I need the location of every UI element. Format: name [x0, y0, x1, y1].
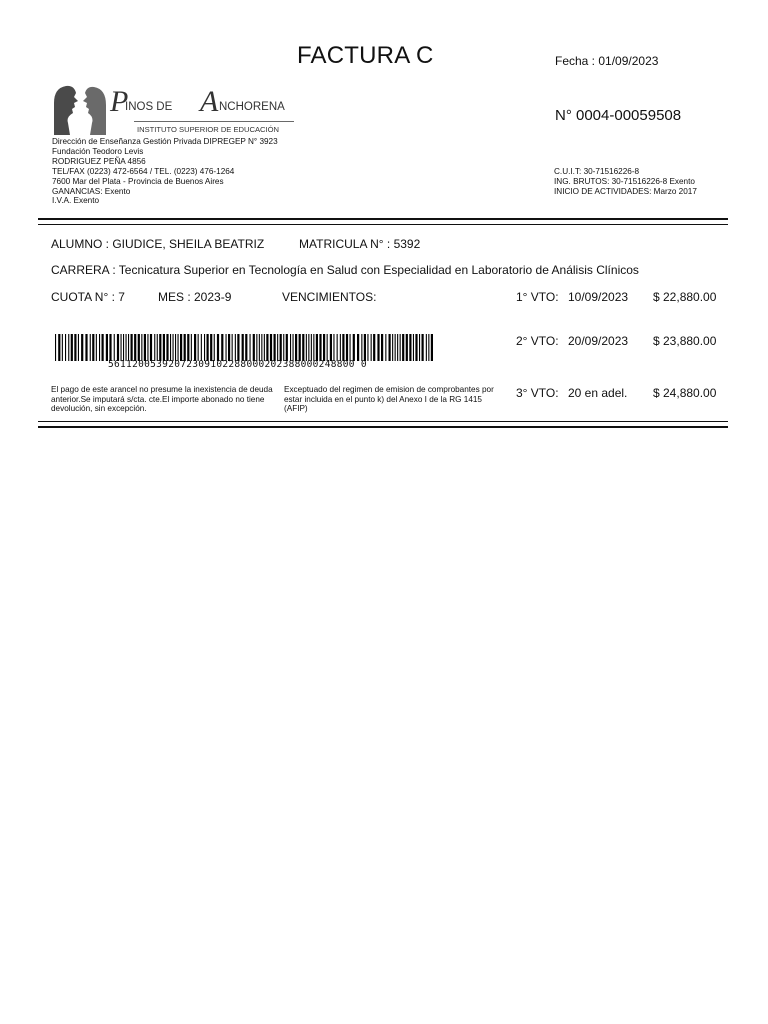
barcode-bar [280, 334, 282, 361]
divider [38, 421, 728, 422]
barcode-bar [166, 334, 168, 361]
institution-logo [52, 83, 302, 137]
barcode-bar [187, 334, 189, 361]
logo-cap-p: P [110, 85, 129, 118]
barcode-bar [228, 334, 230, 361]
fiscal-line: ING. BRUTOS: 30-71516226-8 Exento [554, 176, 695, 186]
barcode-bar [261, 334, 262, 361]
invoice-number: N° 0004-00059508 [555, 107, 682, 124]
barcode-bar [123, 334, 124, 361]
logo-subtitle: INSTITUTO SUPERIOR DE EDUCACIÓN [137, 125, 280, 134]
barcode-bar [364, 334, 366, 361]
barcode-bar [74, 334, 76, 361]
vto-date: 10/09/2023 [568, 290, 629, 304]
barcode-bar [121, 334, 122, 361]
barcode-bar [327, 334, 328, 361]
fiscal-line: INICIO DE ACTIVIDADES: Marzo 2017 [554, 186, 697, 196]
cuota-number: CUOTA N° : 7 [51, 290, 125, 304]
barcode-bar [191, 334, 192, 361]
barcode-bar [397, 334, 398, 361]
vto-date: 20 en adel. [568, 386, 628, 400]
barcode-bar [194, 334, 196, 361]
student-career: CARRERA : Tecnicatura Superior en Tecnología en Salud con Especialidad en Laboratorio de Análisis Clínicos [51, 263, 639, 277]
barcode-bar [342, 334, 344, 361]
barcode-bar [235, 334, 236, 361]
barcode-bar [144, 334, 146, 361]
barcode-bar [413, 334, 414, 361]
barcode-bar [242, 334, 244, 361]
payment-barcode [54, 334, 436, 361]
logo-name-part2: NCHORENA [219, 101, 285, 113]
barcode-bar [175, 334, 176, 361]
barcode-bar [170, 334, 171, 361]
barcode-bar [68, 334, 69, 361]
barcode-bar [117, 334, 119, 361]
barcode-bar [217, 334, 219, 361]
barcode-bar [214, 334, 215, 361]
divider [38, 426, 728, 428]
barcode-bar [62, 334, 63, 361]
barcode-bar [198, 334, 199, 361]
invoice-title: FACTURA C [297, 42, 434, 69]
barcode-bar [346, 334, 348, 361]
barcode-bar [180, 334, 182, 361]
barcode-bar [419, 334, 420, 361]
barcode-bar [311, 334, 312, 361]
barcode-bar [323, 334, 325, 361]
barcode-bar [283, 334, 284, 361]
barcode-bar [306, 334, 307, 361]
barcode-bar [392, 334, 393, 361]
barcode-bar [99, 334, 100, 361]
barcode-bar [96, 334, 97, 361]
barcode-bar [204, 334, 205, 361]
barcode-bar [277, 334, 278, 361]
barcode-bar [232, 334, 233, 361]
barcode-bar [395, 334, 396, 361]
institution-line: Dirección de Enseñanza Gestión Privada DIPREGEP N° 3923 [52, 137, 278, 146]
barcode-bar [102, 334, 104, 361]
barcode-bar [266, 334, 268, 361]
barcode-bar [154, 334, 155, 361]
barcode-bar [316, 334, 318, 361]
vto-date: 20/09/2023 [568, 334, 629, 348]
vto-amount: $ 22,880.00 [653, 290, 717, 304]
barcode-bar [210, 334, 212, 361]
barcode-bar [159, 334, 161, 361]
barcode-bar [353, 334, 355, 361]
barcode-bar [293, 334, 294, 361]
barcode-bar [221, 334, 223, 361]
logo-cap-a: A [200, 85, 219, 118]
institution-line: I.V.A. Exento [52, 196, 100, 206]
barcode-bar [402, 334, 404, 361]
barcode-bar [58, 334, 60, 361]
barcode-bar [134, 334, 136, 361]
barcode-bar [290, 334, 291, 361]
fiscal-info [554, 167, 697, 197]
barcode-bar [178, 334, 179, 361]
barcode-bar [106, 334, 108, 361]
barcode-bar [428, 334, 429, 361]
fiscal-line: C.U.I.T: 30-71516226-8 [554, 167, 640, 176]
barcode-bar [141, 334, 142, 361]
institution-line: TEL/FAX (0223) 472-6564 / TEL. (0223) 476-1264 [52, 166, 235, 176]
barcode-bar [313, 334, 314, 361]
barcode-bar [92, 334, 94, 361]
invoice-date: Fecha : 01/09/2023 [555, 54, 659, 68]
student-matricula: MATRICULA N° : 5392 [299, 237, 421, 251]
barcode-bar [78, 334, 79, 361]
barcode-bar [308, 334, 309, 361]
barcode-bar [426, 334, 427, 361]
institution-line: RODRIGUEZ PEÑA 4856 [52, 156, 146, 166]
barcode-bar [357, 334, 359, 361]
barcode-bar [295, 334, 297, 361]
institution-line: GANANCIAS: Exento [52, 186, 131, 196]
barcode-bar [253, 334, 255, 361]
barcode-bar [264, 334, 265, 361]
barcode-bar [409, 334, 411, 361]
barcode-bar [128, 334, 129, 361]
barcode-bar [270, 334, 272, 361]
barcode-bar [406, 334, 408, 361]
cuota-month: MES : 2023-9 [158, 290, 232, 304]
barcode-bar [422, 334, 424, 361]
vto-amount: $ 24,880.00 [653, 386, 717, 400]
barcode-bar [256, 334, 257, 361]
barcode-bar [173, 334, 174, 361]
barcode-bar [302, 334, 304, 361]
vto-label: 3° VTO: [516, 386, 559, 400]
barcode-bar [373, 334, 375, 361]
barcode-bar [400, 334, 401, 361]
vto-label: 2° VTO: [516, 334, 559, 348]
barcode-bar [114, 334, 115, 361]
barcode-bar [109, 334, 111, 361]
barcode-bar [371, 334, 372, 361]
barcode-icon [54, 334, 436, 361]
divider [38, 218, 728, 220]
barcode-bar [237, 334, 239, 361]
vto-amount: $ 23,880.00 [653, 334, 717, 348]
student-name: ALUMNO : GIUDICE, SHEILA BEATRIZ [51, 237, 265, 251]
barcode-bar [245, 334, 247, 361]
barcode-bar [201, 334, 202, 361]
barcode-bar [157, 334, 158, 361]
barcode-bar [226, 334, 227, 361]
barcode-bar [250, 334, 251, 361]
barcode-bar [150, 334, 152, 361]
barcode-bar [431, 334, 433, 361]
barcode-bar [55, 334, 56, 361]
barcode-bar [377, 334, 379, 361]
barcode-bar [85, 334, 87, 361]
barcode-bar [184, 334, 186, 361]
barcode-bar [71, 334, 73, 361]
barcode-bar [385, 334, 386, 361]
exemption-note: Exceptuado del regimen de emision de comprobantes por estar incluida en el punto k) del Anexo I de la RG 1415 (AFIP) [284, 385, 494, 414]
vto-label: 1° VTO: [516, 290, 559, 304]
barcode-bar [163, 334, 165, 361]
barcode-bar [319, 334, 321, 361]
barcode-bar [131, 334, 133, 361]
barcode-bar [337, 334, 338, 361]
barcode-bar [274, 334, 276, 361]
barcode-bar [65, 334, 66, 361]
barcode-bar [299, 334, 301, 361]
barcode-bar [367, 334, 368, 361]
payment-note: El pago de este arancel no presume la inexistencia de deuda anterior.Se imputará s/cta. cte.El importe abonado no tiene devolución, sin excepción. [51, 385, 273, 414]
logo-name-part1: INOS DE [125, 101, 173, 113]
two-face-profiles-logo-icon [52, 83, 302, 137]
barcode-bar [286, 334, 288, 361]
barcode-bar [333, 334, 334, 361]
barcode-bar [259, 334, 260, 361]
barcode-bar [126, 334, 127, 361]
barcode-bar [330, 334, 332, 361]
barcode-bar [340, 334, 341, 361]
barcode-bar [90, 334, 91, 361]
divider [38, 224, 728, 225]
barcode-bar [415, 334, 417, 361]
barcode-bar [350, 334, 351, 361]
institution-line: 7600 Mar del Plata - Provincia de Buenos Aires [52, 176, 224, 186]
barcode-bar [381, 334, 383, 361]
due-dates-label: VENCIMIENTOS: [282, 290, 377, 304]
barcode-bar [81, 334, 83, 361]
institution-info [52, 137, 278, 206]
barcode-bar [147, 334, 148, 361]
barcode-bar [389, 334, 391, 361]
barcode-bar [361, 334, 362, 361]
barcode-number: 56112005392072309102288000202388000248800 0 [108, 359, 367, 370]
institution-line: Fundación Teodoro Levis [52, 146, 144, 156]
barcode-bar [138, 334, 140, 361]
barcode-bar [207, 334, 209, 361]
